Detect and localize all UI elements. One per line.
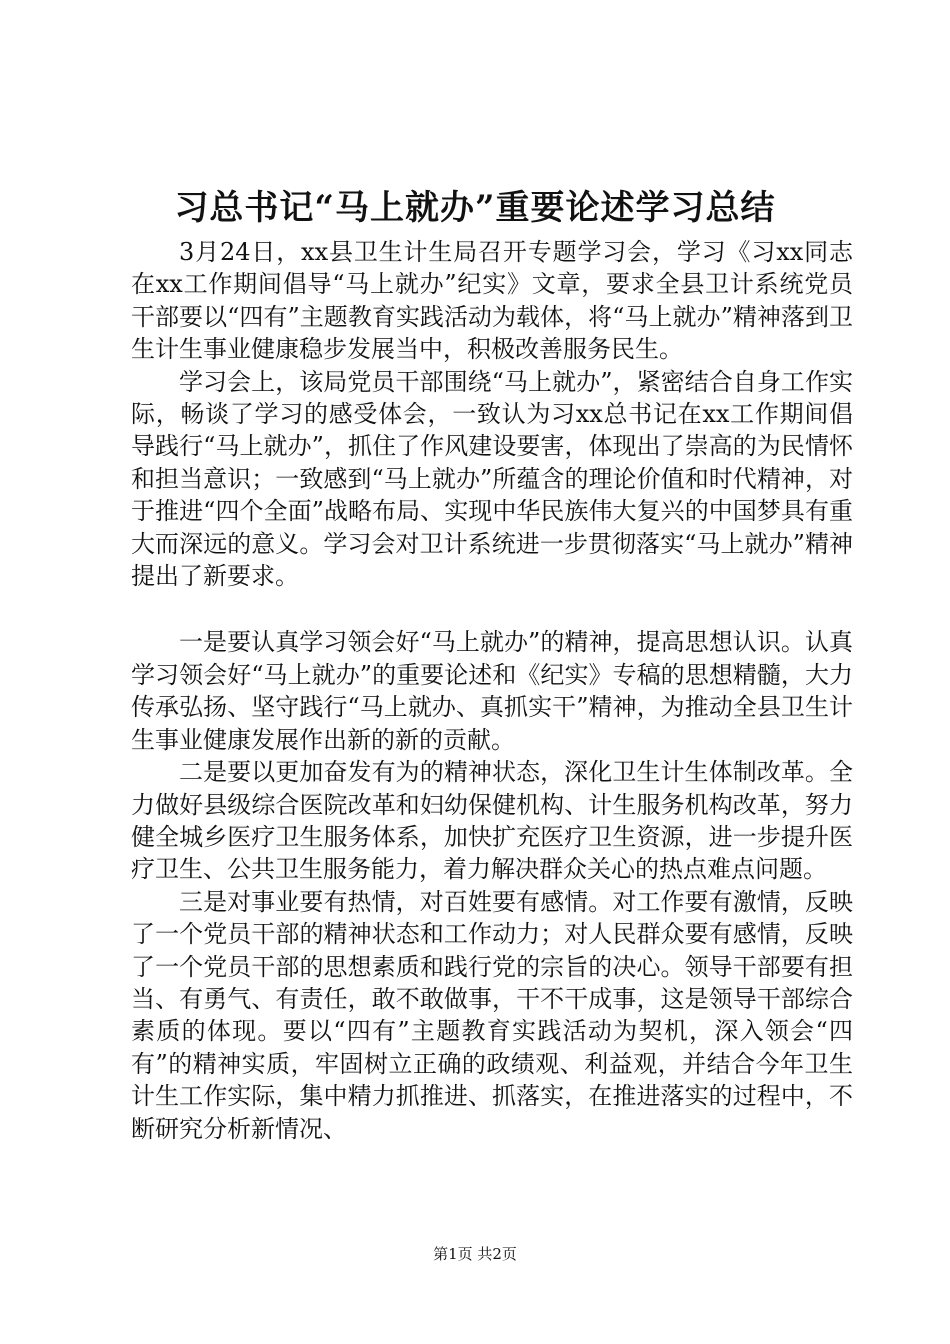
page-number-footer: 第1页 共2页 — [433, 1245, 517, 1263]
paragraph-5: 三是对事业要有热情，对百姓要有感情。对工作要有激情，反映了一个党员干部的精神状态和工作动力；对人民群众要有感情，反映了一个党员干部的思想素质和践行党的宗旨的决心。领导干部要有担当、有勇气、有责任，敢不敢做事，干不干成事，这是领导干部综合素质的体现。要以“四有”主题教育实践活动为契机，深入领会“四有”的精神实质，牢固树立正确的政绩观、利益观，并结合今年卫生计生工作实际，集中精力抓推进、抓落实，在推进落实的过程中，不断研究分析新情况、 — [131, 887, 853, 1143]
document-title: 习总书记“马上就办”重要论述学习总结 — [174, 188, 776, 228]
paragraph-1: 3月24日，xx县卫生计生局召开专题学习会，学习《习xx同志在xx工作期间倡导“马上就办”纪实》文章，要求全县卫计系统党员干部要以“四有”主题教育实践活动为载体，将“马上就办”精神落到卫生计生事业健康稳步发展当中，积极改善服务民生。 — [131, 238, 853, 364]
paragraph-4: 二是要以更加奋发有为的精神状态，深化卫生计生体制改革。全力做好县级综合医院改革和妇幼保健机构、计生服务机构改革，努力健全城乡医疗卫生服务体系，加快扩充医疗卫生资源，进一步提升医疗卫生、公共卫生服务能力，着力解决群众关心的热点难点问题。 — [131, 758, 853, 884]
paragraph-gap — [131, 592, 853, 626]
paragraph-2: 学习会上，该局党员干部围绕“马上就办”，紧密结合自身工作实际，畅谈了学习的感受体会，一致认为习xx总书记在xx工作期间倡导践行“马上就办”，抓住了作风建设要害，体现出了崇高的为民情怀和担当意识；一致感到“马上就办”所蕴含的理论价值和时代精神，对于推进“四个全面”战略布局、实现中华民族伟大复兴的中国梦具有重大而深远的意义。学习会对卫计系统进一步贯彻落实“马上就办”精神提出了新要求。 — [131, 367, 853, 591]
document-body — [131, 236, 853, 1145]
paragraph-3: 一是要认真学习领会好“马上就办”的精神，提高思想认识。认真学习领会好“马上就办”的重要论述和《纪实》专稿的思想精髓，大力传承弘扬、坚守践行“马上就办、真抓实干”精神，为推动全县卫生计生事业健康发展作出新的新的贡献。 — [131, 628, 853, 754]
